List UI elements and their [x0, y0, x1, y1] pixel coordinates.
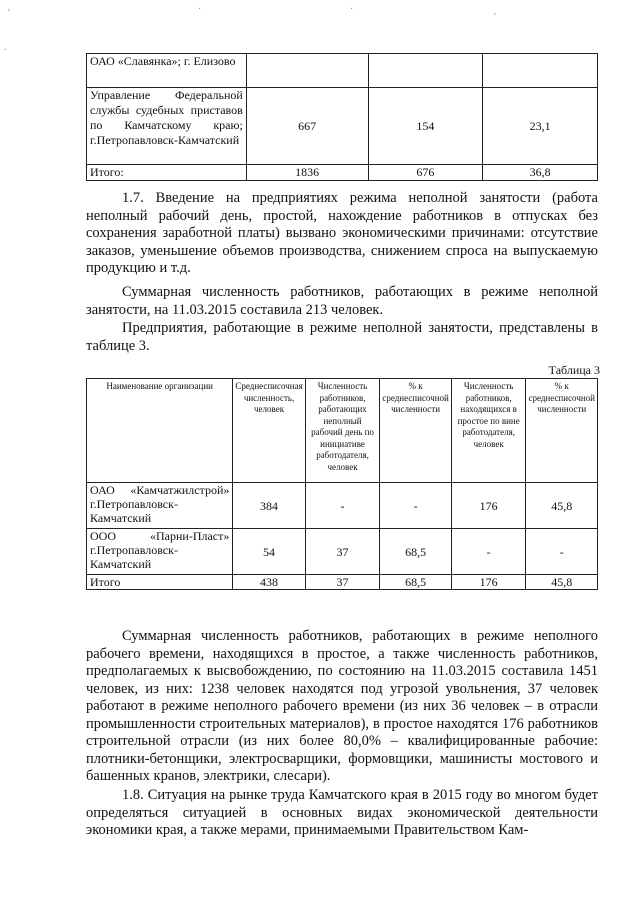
value-cell: 68,5 [380, 529, 452, 575]
table-row-total [87, 165, 598, 181]
column-header: Численность работников, находящихся в простое по вине работодателя, человек [451, 379, 526, 483]
value-cell: - [526, 529, 598, 575]
value-cell [368, 54, 483, 88]
column-header: % к среднесписочной численности [380, 379, 452, 483]
org-name-cell: ОАО «Славянка»; г. Елизово [87, 54, 247, 88]
table-header-row [87, 379, 598, 483]
scan-mark: · [198, 4, 202, 15]
column-header: Численность работников, работающих неполный рабочий день по инициативе работодателя, человек [305, 379, 380, 483]
value-cell [246, 54, 368, 88]
paragraph-1-8: 1.8. Ситуация на рынке труда Камчатского края в 2015 году во многом будет определяться ситуацией в основных видах экономической деятельности экономики края, а также мерами, принимаемыми Правительством Кам- [86, 787, 598, 838]
value-cell: 1836 [246, 165, 368, 181]
value-cell: 45,8 [526, 575, 598, 590]
org-name-cell: ОАО «Камчатжилстрой» г.Петропавловск-Камчатский [87, 483, 233, 529]
value-cell: 68,5 [380, 575, 452, 590]
value-cell: 37 [305, 575, 380, 590]
value-cell: - [380, 483, 452, 529]
total-label: Итого [87, 575, 233, 590]
paragraph-1-7: 1.7. Введение на предприятиях режима неполной занятости (работа неполный рабочий день, простой, нахождение работников в отпусках без сохранения заработной платы) вызвано экономическими причинами: отсутствие заказов, уменьшение объемов производства, снижением спроса на выпускаемую продукцию и т.д. [86, 190, 598, 276]
table-row-total [87, 575, 598, 590]
scan-mark: . [4, 42, 7, 53]
value-cell: 676 [368, 165, 483, 181]
table-top [86, 53, 598, 181]
value-cell: - [305, 483, 380, 529]
value-cell: 176 [451, 575, 526, 590]
org-name-cell: ООО «Парни-Пласт» г.Петропавловск-Камчатский [87, 529, 233, 575]
value-cell: 23,1 [483, 88, 598, 165]
value-cell: 36,8 [483, 165, 598, 181]
value-cell: 176 [451, 483, 526, 529]
value-cell: 54 [233, 529, 305, 575]
value-cell: 37 [305, 529, 380, 575]
value-cell: 667 [246, 88, 368, 165]
value-cell: 384 [233, 483, 305, 529]
value-cell: 154 [368, 88, 483, 165]
paragraph-summary: Суммарная численность работников, работающих в режиме неполного рабочего времени, находящихся в простое, а также численность работников, предполагаемых к высвобождению, по состоянию на 11.03.2015 составила 1451 человек, из них: 1238 человек находятся под угрозой увольнения, 37 человек работают в режиме неполного рабочего времени (из них 36 человек – в отрасли промышленности строительных материалов), в простое находятся 176 работников строительной отрасли (из них более 80,0% – квалифицированные рабочие: плотники-бетонщики, электросварщики, формовщики, машинисты мостового и башенных кранов, электрики, слесари). [86, 628, 598, 784]
column-header: Среднесписочная численность, человек [233, 379, 305, 483]
table-row [87, 483, 598, 529]
scan-mark: · [350, 4, 354, 15]
column-header: Наименование организации [87, 379, 233, 483]
table-caption: Таблица 3 [548, 363, 600, 377]
value-cell: 438 [233, 575, 305, 590]
column-header: % к среднесписочной численности [526, 379, 598, 483]
table-row [87, 529, 598, 575]
org-name-cell: Управление Федеральной службы судебных приставов по Камчатскому краю; г.Петропавловск-Камчатский [87, 88, 247, 165]
table-row [87, 88, 598, 165]
table-3 [86, 378, 598, 590]
paragraph-total: Суммарная численность работников, работающих в режиме неполной занятости, на 11.03.2015 составила 213 человек. [86, 284, 598, 318]
value-cell [483, 54, 598, 88]
value-cell: 45,8 [526, 483, 598, 529]
value-cell: - [451, 529, 526, 575]
table-row [87, 54, 598, 88]
paragraph-enterprises: Предприятия, работающие в режиме неполной занятости, представлены в таблице 3. [86, 320, 598, 354]
scan-mark: ' [8, 8, 10, 19]
total-label: Итого: [87, 165, 247, 181]
scan-mark: ' [494, 12, 496, 23]
